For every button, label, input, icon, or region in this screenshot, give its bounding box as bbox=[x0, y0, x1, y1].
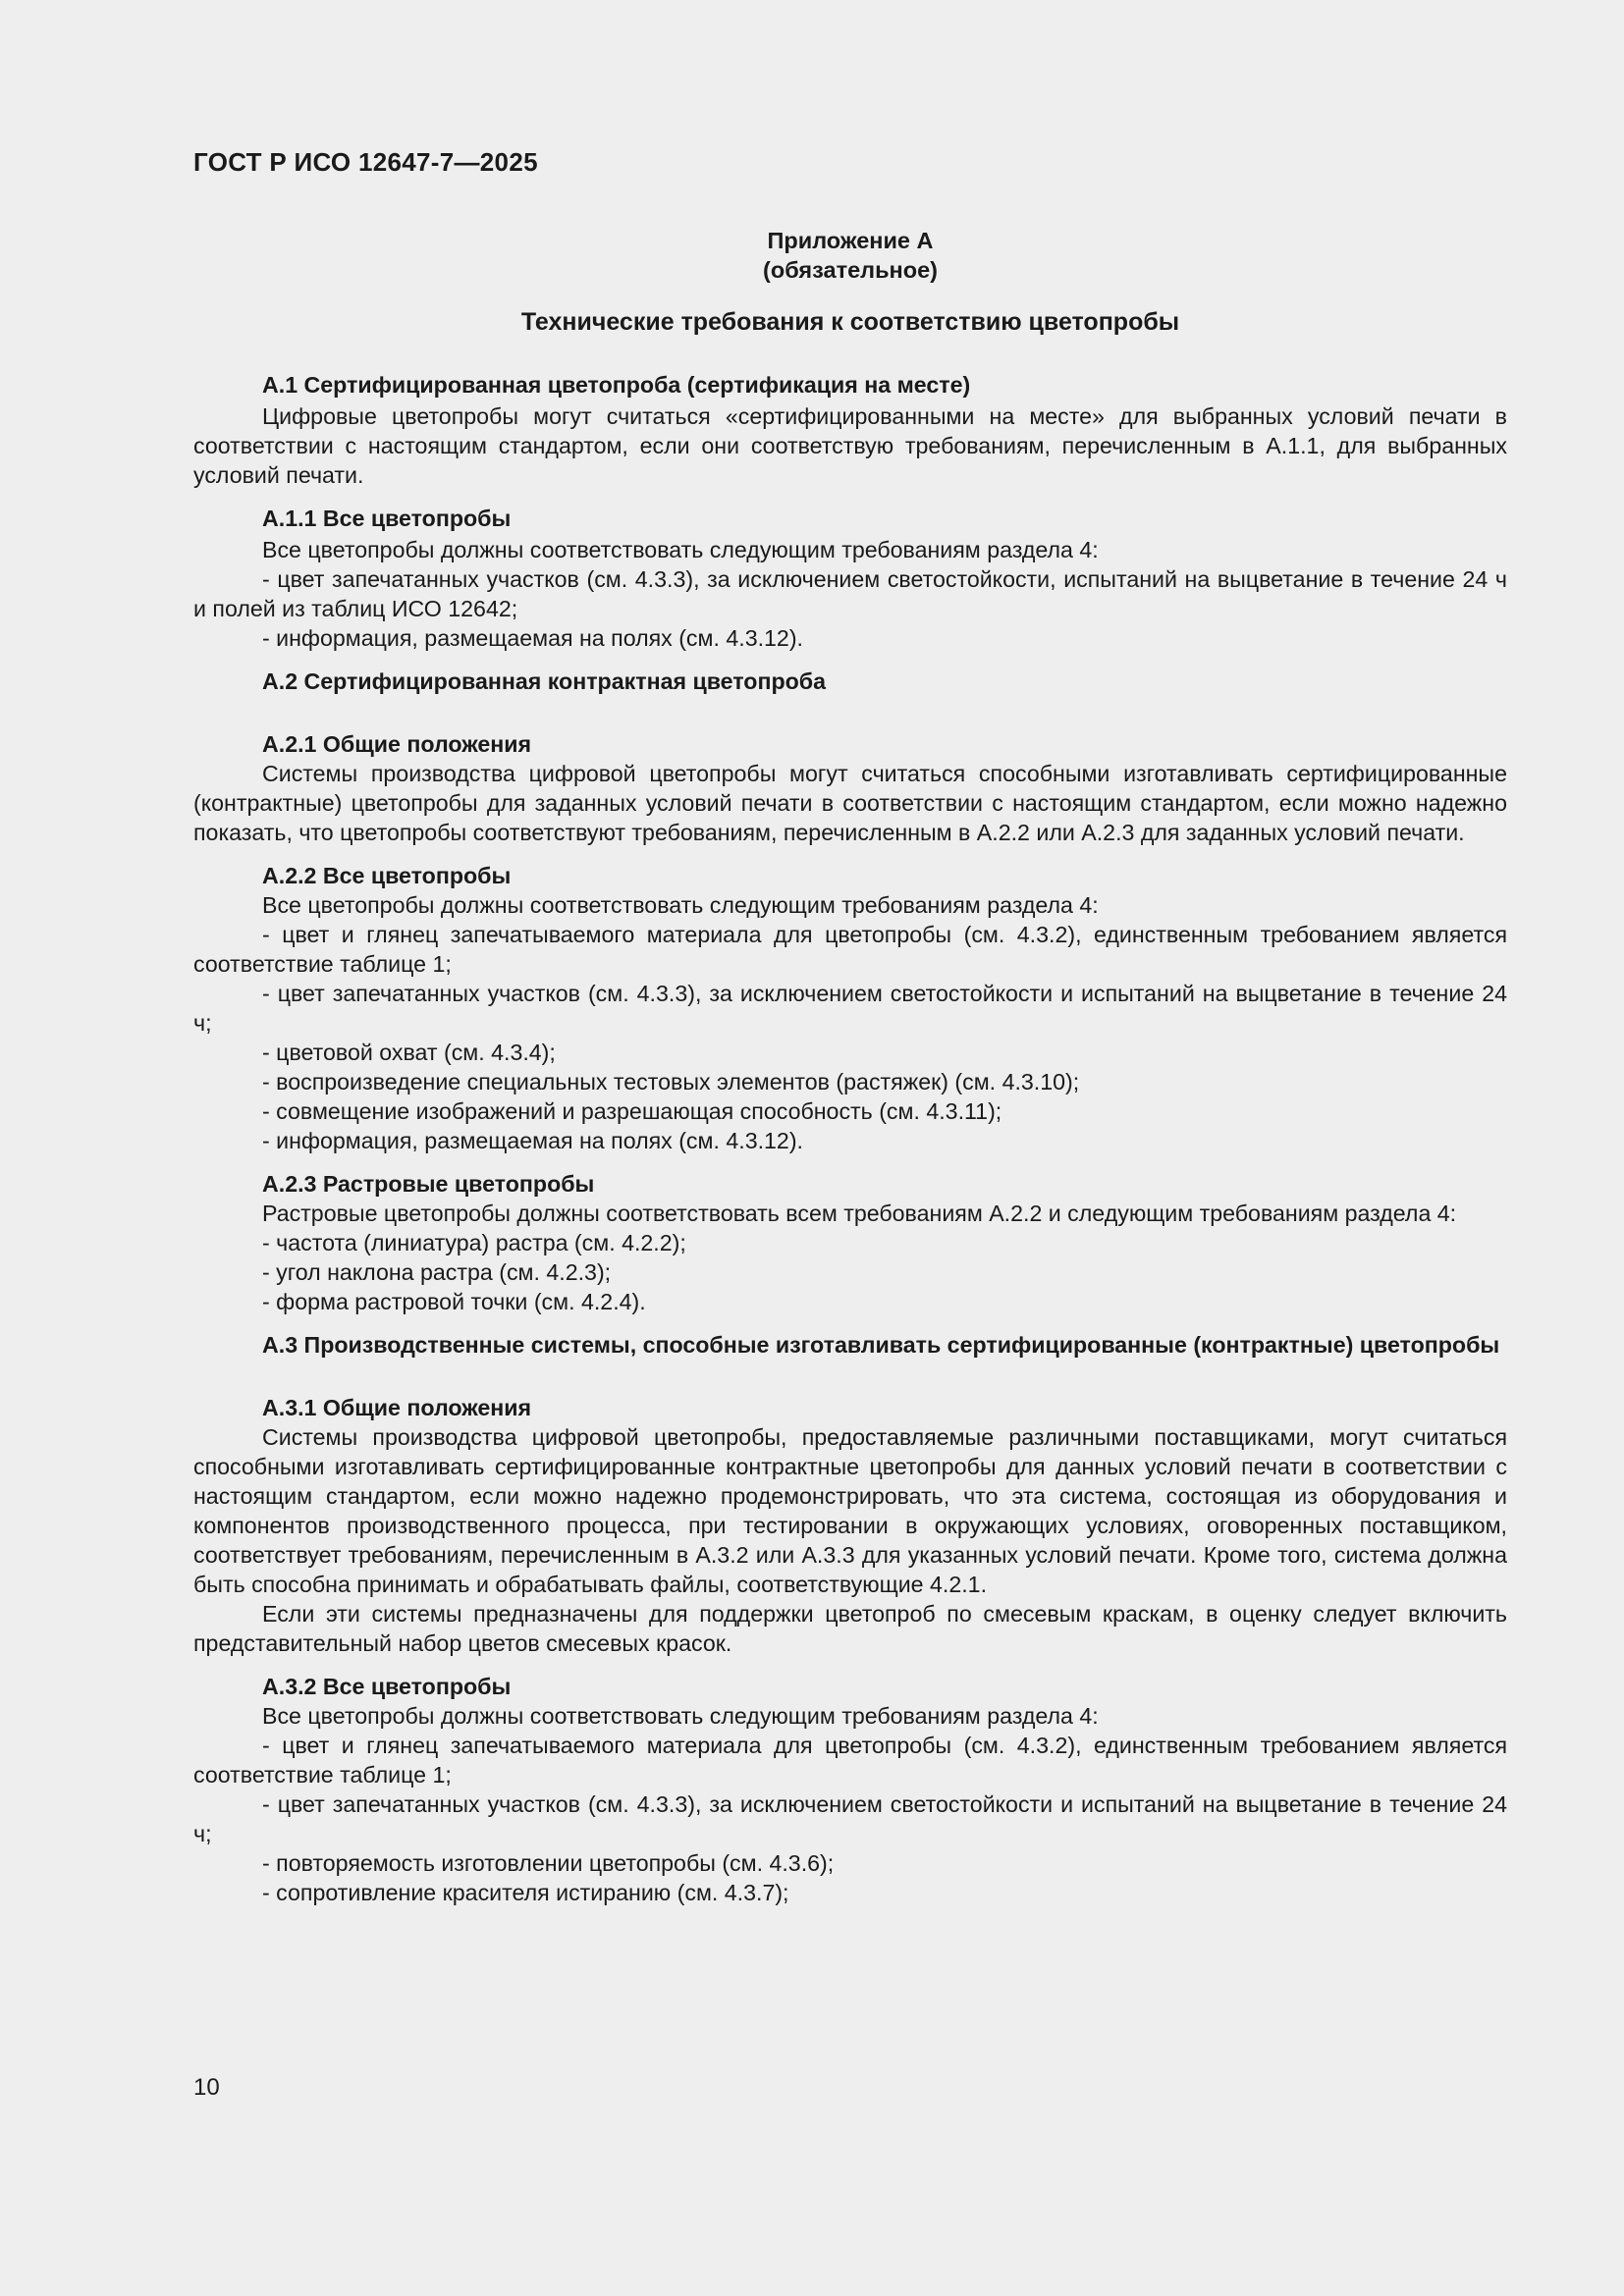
section-a21-paragraph: Системы производства цифровой цветопробы могут считаться способными изготавливать сертифицированные (контрактные) цветопробы для заданных условий печати в соответствии с настоящим стандартом, если можно надежно показать, что цветопробы соответствуют требованиям, перечисленным в А.2.2 или А.2.3 для заданных условий печати. bbox=[193, 761, 1507, 845]
section-a23-intro: Растровые цветопробы должны соответствовать всем требованиям А.2.2 и следующим требованиям раздела 4: bbox=[262, 1201, 1457, 1226]
list-item: - воспроизведение специальных тестовых элементов (растяжек) (см. 4.3.10); bbox=[262, 1069, 1080, 1095]
section-a31-paragraph-2: Если эти системы предназначены для поддержки цветопроб по смесевым краскам, в оценку следует включить представительный набор цветов смесевых красок. bbox=[193, 1601, 1507, 1656]
page-content bbox=[193, 226, 1507, 1907]
list-item: - информация, размещаемая на полях (см. 4.3.12). bbox=[262, 1128, 803, 1153]
section-a2-heading: А.2 Сертифицированная контрактная цветопроба bbox=[262, 668, 827, 694]
section-a11-intro: Все цветопробы должны соответствовать следующим требованиям раздела 4: bbox=[262, 537, 1099, 562]
list-item: - цвет и глянец запечатываемого материала для цветопробы (см. 4.3.2), единственным требованием является соответствие таблице 1; bbox=[193, 922, 1507, 977]
list-item: - цветовой охват (см. 4.3.4); bbox=[262, 1040, 556, 1065]
section-a31-heading: А.3.1 Общие положения bbox=[262, 1395, 532, 1420]
page-number: 10 bbox=[193, 2074, 220, 2101]
list-item: - частота (линиатура) растра (см. 4.2.2); bbox=[262, 1230, 686, 1255]
list-item: - цвет запечатанных участков (см. 4.3.3), за исключением светостойкости и испытаний на выцветание в течение 24 ч; bbox=[193, 1791, 1507, 1846]
appendix-status: (обязательное) bbox=[763, 257, 938, 283]
list-item: - цвет запечатанных участков (см. 4.3.3), за исключением светостойкости и испытаний на выцветание в течение 24 ч; bbox=[193, 981, 1507, 1036]
list-item: - форма растровой точки (см. 4.2.4). bbox=[262, 1289, 646, 1314]
list-item: - сопротивление красителя истиранию (см. 4.3.7); bbox=[262, 1880, 789, 1905]
section-a1-paragraph: Цифровые цветопробы могут считаться «сертифицированными на месте» для выбранных условий печати в соответствии с настоящим стандартом, если они соответствую требованиям, перечисленным в А.1.1, для выбранных условий печати. bbox=[193, 403, 1507, 488]
list-item: - повторяемость изготовлении цветопробы (см. 4.3.6); bbox=[262, 1850, 835, 1876]
document-header: ГОСТ Р ИСО 12647-7—2025 bbox=[193, 147, 538, 177]
appendix-heading: Технические требования к соответствию цветопробы bbox=[520, 308, 1180, 336]
section-a3-heading: А.3 Производственные системы, способные изготавливать сертифицированные (контрактные) цветопробы bbox=[262, 1332, 1500, 1358]
section-a1-heading: А.1 Сертифицированная цветопроба (сертификация на месте) bbox=[262, 372, 971, 398]
list-item: - угол наклона растра (см. 4.2.3); bbox=[262, 1259, 612, 1285]
section-a31-paragraph-1: Системы производства цифровой цветопробы, предоставляемые различными поставщиками, могут считаться способными изготавливать сертифицированные контрактные цветопробы для данных условий печати в соответствии с настоящим стандартом, если можно надежно продемонстрировать, что эта система, состоящая из оборудования и компонентов производственного процесса, при тестировании в окружающих условиях, оговоренных поставщиком, соответствует требованиям, перечисленным в А.3.2 или А.3.3 для указанных условий печати. Кроме того, система должна быть способна принимать и обрабатывать файлы, соответствующие 4.2.1. bbox=[193, 1424, 1507, 1597]
section-a11-heading: А.1.1 Все цветопробы bbox=[262, 506, 512, 531]
section-a32-heading: А.3.2 Все цветопробы bbox=[262, 1674, 512, 1699]
section-a23-heading: А.2.3 Растровые цветопробы bbox=[262, 1171, 595, 1197]
section-a22-heading: А.2.2 Все цветопробы bbox=[262, 863, 512, 888]
section-a32-intro: Все цветопробы должны соответствовать следующим требованиям раздела 4: bbox=[262, 1703, 1099, 1729]
section-a22-intro: Все цветопробы должны соответствовать следующим требованиям раздела 4: bbox=[262, 892, 1099, 918]
list-item: - цвет и глянец запечатываемого материала для цветопробы (см. 4.3.2), единственным требованием является соответствие таблице 1; bbox=[193, 1733, 1507, 1788]
list-item: - цвет запечатанных участков (см. 4.3.3), за исключением светостойкости, испытаний на выцветание в течение 24 ч и полей из таблиц ИСО 12642; bbox=[193, 566, 1507, 621]
section-a21-heading: А.2.1 Общие положения bbox=[262, 731, 532, 757]
list-item: - информация, размещаемая на полях (см. 4.3.12). bbox=[262, 625, 803, 651]
list-item: - совмещение изображений и разрешающая способность (см. 4.3.11); bbox=[262, 1098, 1002, 1124]
appendix-title: Приложение А bbox=[767, 228, 934, 253]
